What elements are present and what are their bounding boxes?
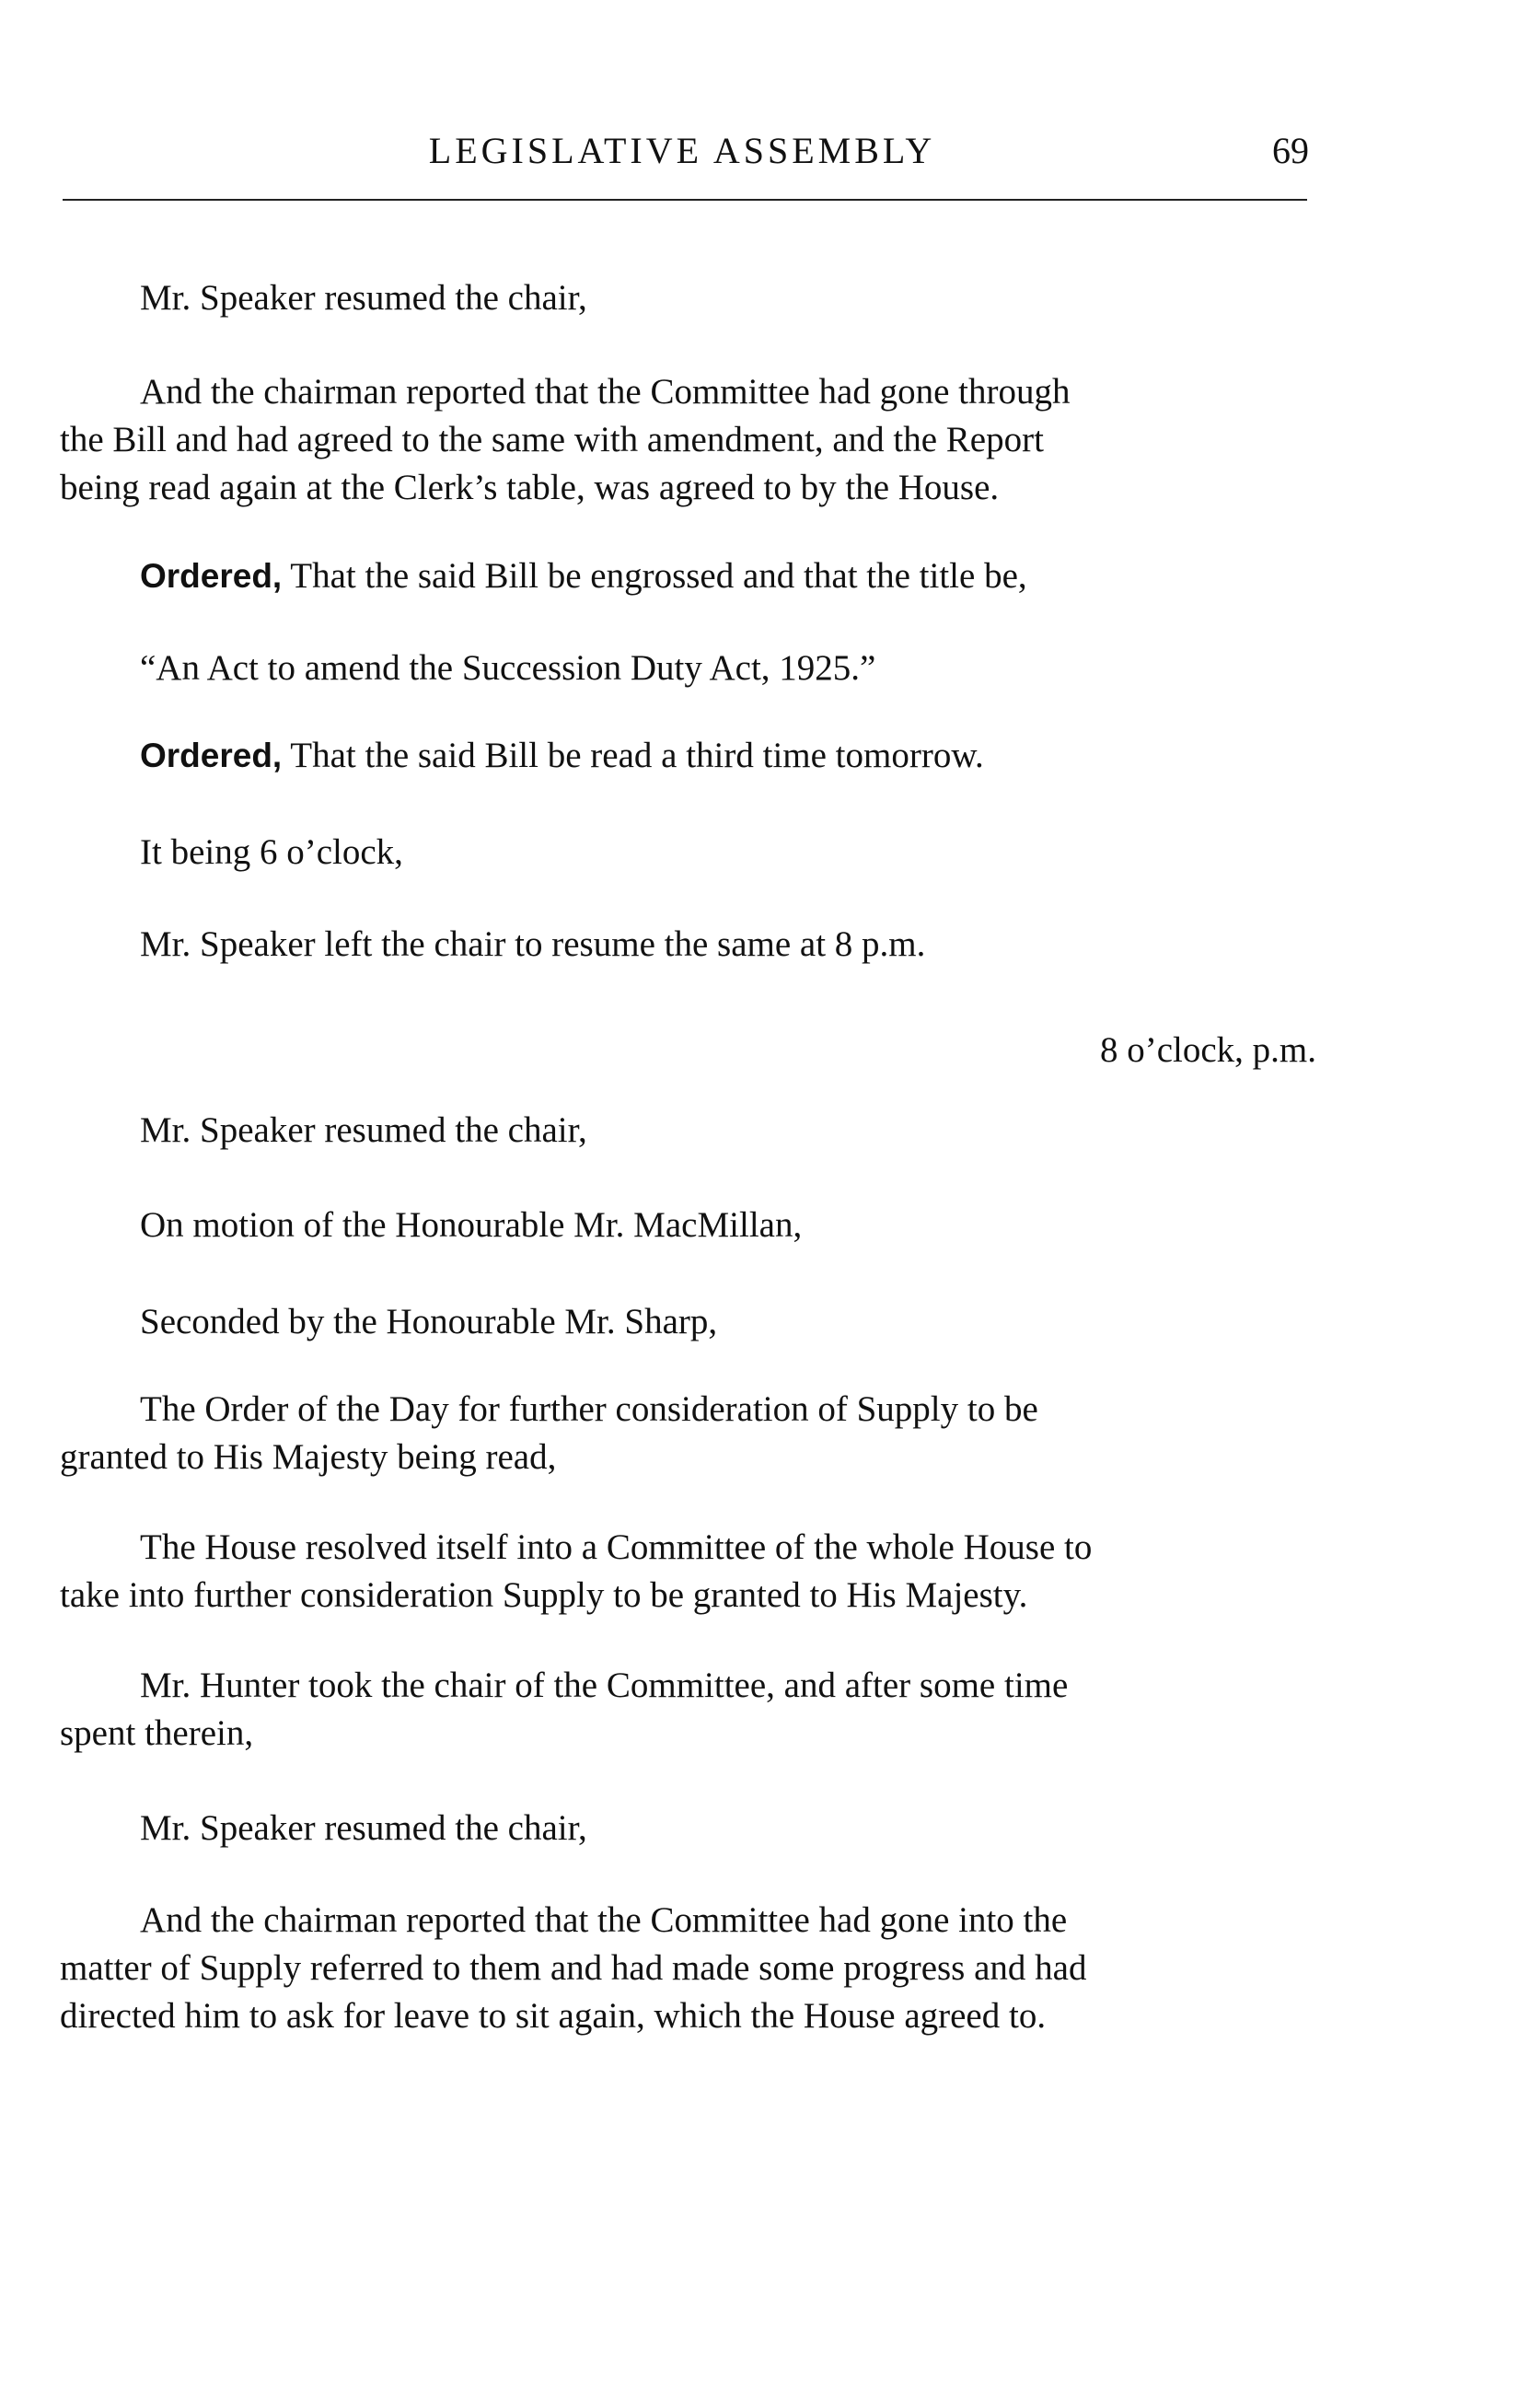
paragraph-text: Mr. Speaker resumed the chair, <box>140 1808 587 1848</box>
page-header <box>55 129 1309 184</box>
paragraph-text: Mr. Speaker resumed the chair, <box>140 278 587 318</box>
ordered-label: Ordered, <box>140 557 283 595</box>
paragraph-text: Mr. Speaker resumed the chair, <box>140 1110 587 1150</box>
paragraph-line: the Bill and had agreed to the same with amendment, and the Report <box>60 420 1044 459</box>
paragraph-line: take into further consideration Supply to be granted to His Majesty. <box>60 1575 1028 1615</box>
paragraph-hunter-chair <box>60 1662 1316 1758</box>
paragraph-text: That the said Bill be read a third time tomorrow. <box>282 736 984 775</box>
paragraph-seconded <box>60 1298 1396 1346</box>
paragraph-house-resolved <box>60 1524 1316 1619</box>
paragraph-chairman-report-1 <box>60 368 1316 512</box>
paragraph-line: And the chairman reported that the Committee had gone into the <box>140 1900 1068 1940</box>
paragraph-speaker-resumed-1 <box>60 274 1396 322</box>
paragraph-line: And the chairman reported that the Committee had gone through <box>140 372 1071 412</box>
time-heading <box>60 1027 1353 1074</box>
paragraph-text: “An Act to amend the Succession Duty Act, 1925.” <box>140 648 876 688</box>
paragraph-line: being read again at the Clerk’s table, was agreed to by the House. <box>60 468 1000 507</box>
ordered-label: Ordered, <box>140 737 283 774</box>
paragraph-text: Mr. Speaker left the chair to resume the same at 8 p.m. <box>140 924 926 964</box>
paragraph-speaker-left <box>60 921 1396 969</box>
paragraph-text: That the said Bill be engrossed and that the title be, <box>282 556 1027 596</box>
paragraph-line: directed him to ask for leave to sit again, which the House agreed to. <box>60 1996 1047 2036</box>
paragraph-line: The House resolved itself into a Committee of the whole House to <box>140 1527 1093 1567</box>
paragraph-order-of-day <box>60 1386 1316 1481</box>
paragraph-text: On motion of the Honourable Mr. MacMillan, <box>140 1205 803 1245</box>
paragraph-motion <box>60 1202 1396 1249</box>
paragraph-line: The Order of the Day for further consideration of Supply to be <box>140 1389 1038 1429</box>
paragraph-line: matter of Supply referred to them and had made some progress and had <box>60 1948 1087 1988</box>
running-title: LEGISLATIVE ASSEMBLY <box>428 130 936 171</box>
paragraph-ordered-engrossed <box>60 552 1396 600</box>
paragraph-text: It being 6 o’clock, <box>140 832 403 872</box>
paragraph-text: 8 o’clock, p.m. <box>1099 1030 1316 1070</box>
paragraph-line: granted to His Majesty being read, <box>60 1437 557 1477</box>
paragraph-line: Mr. Hunter took the chair of the Committee, and after some time <box>140 1666 1069 1705</box>
paragraph-speaker-resumed-3 <box>60 1805 1396 1852</box>
paragraph-act-title <box>60 644 1396 692</box>
page-number: 69 <box>1272 130 1309 171</box>
paragraph-ordered-third-reading <box>60 732 1396 780</box>
paragraph-text: Seconded by the Honourable Mr. Sharp, <box>140 1302 718 1341</box>
paragraph-six-oclock <box>60 829 1396 876</box>
paragraph-chairman-report-2 <box>60 1897 1316 2040</box>
header-rule <box>63 199 1307 201</box>
paragraph-speaker-resumed-2 <box>60 1107 1396 1155</box>
paragraph-line: spent therein, <box>60 1713 254 1753</box>
